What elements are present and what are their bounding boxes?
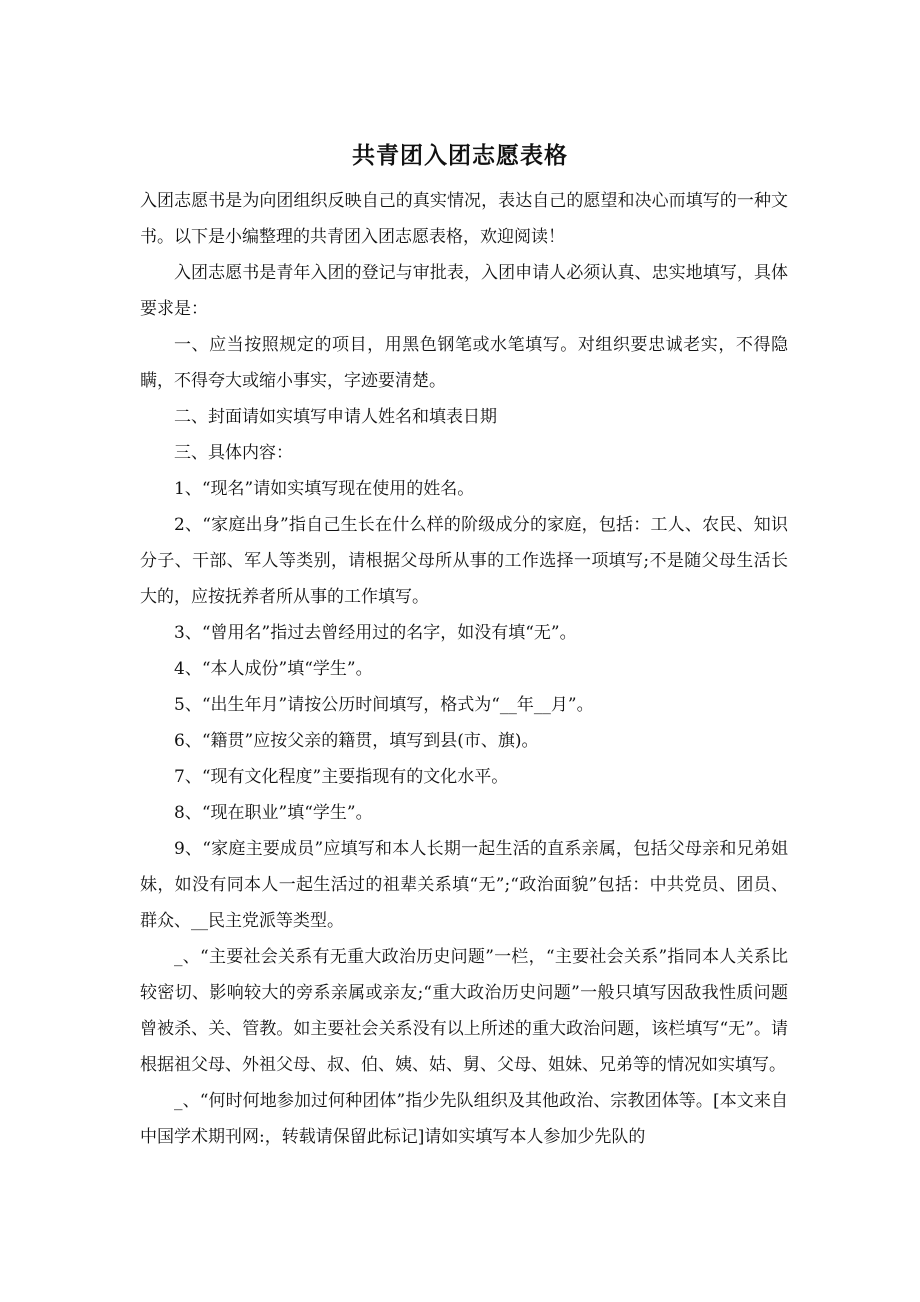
paragraph-sub-1: 1、“现名”请如实填写现在使用的姓名。	[174, 479, 475, 499]
paragraph-sub-9: 9、“家庭主要成员”应填写和本人长期一起生活的直系亲属，包括父母亲和兄弟姐妹，如没有同本人一起生活过的祖辈关系填“无”;“政治面貌”包括：中共党员、团员、群众、__民主党派等类型。	[140, 839, 788, 931]
paragraph-sub-5: 5、“出生年月”请按公历时间填写，格式为“__年__月”。	[174, 695, 594, 715]
paragraph-sub-11: _、“何时何地参加过何种团体”指少先队组织及其他政治、宗教团体等。[本文来自中国学术期刊网:，转载请保留此标记]请如实填写本人参加少先队的	[140, 1091, 788, 1147]
paragraph-sub-10: _、“主要社会关系有无重大政治历史问题”一栏，“主要社会关系”指同本人关系比较密切、影响较大的旁系亲属或亲友;“重大政治历史问题”一般只填写因敌我性质问题曾被杀、关、管教。如主要社会关系没有以上所述的重大政治问题，该栏填写“无”。请根据祖父母、外祖父母、叔、伯、姨、姑、舅、父母、姐妹、兄弟等的情况如实填写。	[140, 947, 788, 1075]
paragraph-sub-3: 3、“曾用名”指过去曾经用过的名字，如没有填“无”。	[174, 623, 577, 643]
paragraph-item-1: 一、应当按照规定的项目，用黑色钢笔或水笔填写。对组织要忠诚老实，不得隐瞒，不得夸大或缩小事实，字迹要清楚。	[140, 335, 788, 391]
paragraph-sub-7: 7、“现有文化程度”主要指现有的文化水平。	[174, 767, 509, 787]
paragraph-intro: 入团志愿书是为向团组织反映自己的真实情况，表达自己的愿望和决心而填写的一种文书。以下是小编整理的共青团入团志愿表格，欢迎阅读！	[140, 191, 788, 247]
paragraph-sub-6: 6、“籍贯”应按父亲的籍贯，填写到县(市、旗)。	[174, 731, 539, 751]
paragraph-requirements: 入团志愿书是青年入团的登记与审批表，入团申请人必须认真、忠实地填写，具体要求是：	[140, 263, 788, 319]
paragraph-item-3: 三、具体内容：	[174, 443, 293, 463]
paragraph-sub-8: 8、“现在职业”填“学生”。	[174, 803, 373, 823]
paragraph-sub-4: 4、“本人成份”填“学生”。	[174, 659, 373, 679]
document-body	[140, 183, 788, 1155]
paragraph-sub-2: 2、“家庭出身”指自己生长在什么样的阶级成分的家庭，包括：工人、农民、知识分子、干部、军人等类别，请根据父母所从事的工作选择一项填写;不是随父母生活长大的，应按抚养者所从事的工作填写。	[140, 515, 788, 607]
document-title: 共青团入团志愿表格	[352, 142, 568, 169]
paragraph-item-2: 二、封面请如实填写申请人姓名和填表日期	[174, 407, 497, 427]
